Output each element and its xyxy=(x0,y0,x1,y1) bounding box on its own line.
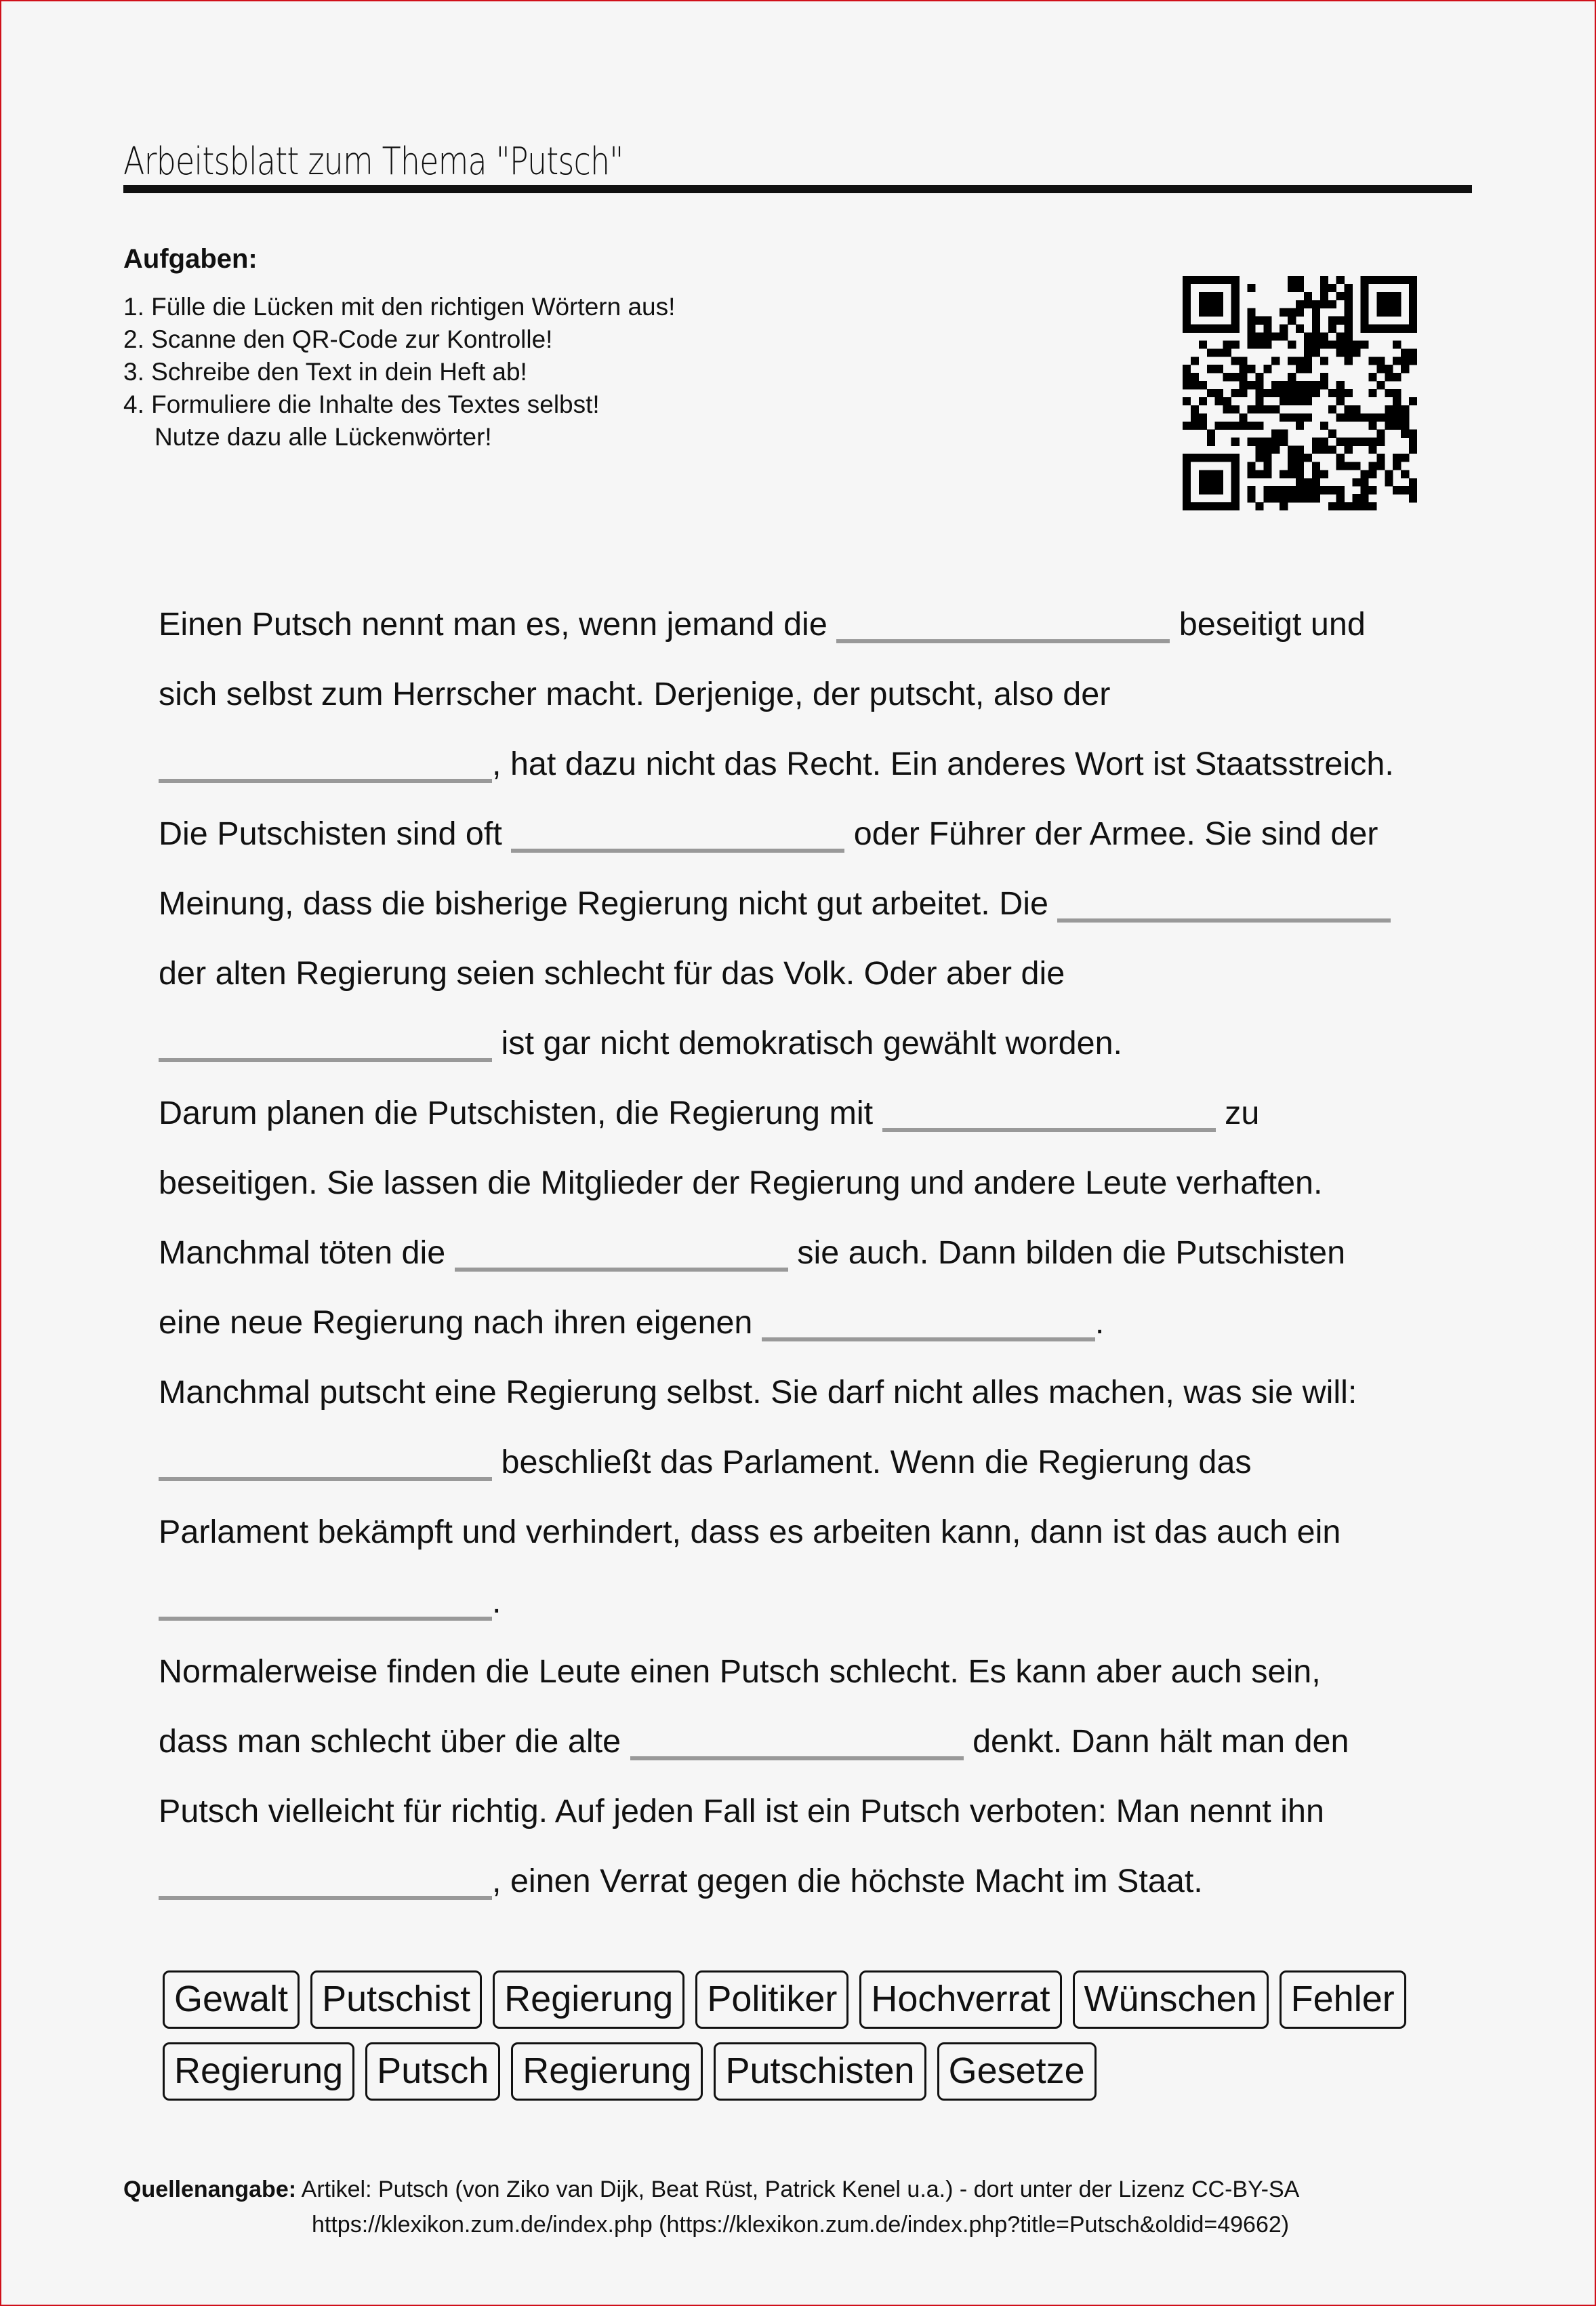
answer-blank[interactable] xyxy=(455,1234,788,1272)
answer-blank[interactable] xyxy=(159,745,492,783)
tasks-heading: Aufgaben: xyxy=(123,244,258,274)
text-line: Manchmal putscht eine Regierung selbst. Sie darf nicht alles machen, was sie will: xyxy=(159,1374,1357,1411)
task-item: 4. Formuliere die Inhalte des Textes selbst! xyxy=(123,390,600,418)
word-card[interactable]: Regierung xyxy=(511,2042,703,2101)
source-label: Quellenangabe: xyxy=(123,2177,297,2202)
text-line: ist gar nicht demokratisch gewählt worden. xyxy=(159,1009,1446,1078)
word-card[interactable]: Fehler xyxy=(1280,1970,1406,2029)
word-card[interactable]: Putschist xyxy=(310,1970,482,2029)
text-line: , einen Verrat gegen die höchste Macht im Staat. xyxy=(159,1846,1446,1916)
text-line: der alten Regierung seien schlecht für das Volk. Oder aber die xyxy=(159,955,1065,992)
text-line: Normalerweise finden die Leute einen Putsch schlecht. Es kann aber auch sein, xyxy=(159,1653,1321,1690)
task-item: 3. Schreibe den Text in dein Heft ab! xyxy=(123,358,527,386)
source-citation xyxy=(123,2172,1299,2242)
text-line: . xyxy=(159,1567,1446,1637)
word-bank-row xyxy=(163,1970,1450,2029)
word-card[interactable]: Regierung xyxy=(163,2042,354,2101)
answer-blank[interactable] xyxy=(1057,885,1391,923)
text-line: Die Putschisten sind oft oder Führer der Armee. Sie sind der xyxy=(159,815,1378,852)
word-card[interactable]: Gewalt xyxy=(163,1970,300,2029)
answer-blank[interactable] xyxy=(882,1094,1216,1132)
word-card[interactable]: Politiker xyxy=(695,1970,848,2029)
answer-blank[interactable] xyxy=(836,605,1170,643)
answer-blank[interactable] xyxy=(159,1583,492,1621)
text-line: Parlament bekämpft und verhindert, dass es arbeiten kann, dann ist das auch ein xyxy=(159,1514,1341,1550)
word-card[interactable]: Wünschen xyxy=(1073,1970,1269,2029)
task-item: 2. Scanne den QR-Code zur Kontrolle! xyxy=(123,325,553,353)
text-line: dass man schlecht über die alte denkt. Dann hält man den xyxy=(159,1723,1349,1760)
word-card[interactable]: Regierung xyxy=(493,1970,684,2029)
text-line: Einen Putsch nennt man es, wenn jemand die beseitigt und xyxy=(159,606,1366,643)
word-card[interactable]: Hochverrat xyxy=(859,1970,1061,2029)
page-title: Arbeitsblatt zum Thema "Putsch" xyxy=(123,140,1472,193)
source-url[interactable]: https://klexikon.zum.de/index.php (https://klexikon.zum.de/index.php?title=Putsch&oldid=49662) xyxy=(312,2212,1290,2238)
answer-blank[interactable] xyxy=(159,1862,492,1900)
text-line: eine neue Regierung nach ihren eigenen . xyxy=(159,1304,1105,1341)
cloze-text xyxy=(159,590,1446,1916)
word-bank xyxy=(163,1970,1450,2114)
answer-blank[interactable] xyxy=(159,1024,492,1062)
text-line: Meinung, dass die bisherige Regierung nicht gut arbeitet. Die xyxy=(159,869,1446,939)
text-line: sich selbst zum Herrscher macht. Derjenige, der putscht, also der xyxy=(159,676,1111,712)
text-line: beseitigen. Sie lassen die Mitglieder der Regierung und andere Leute verhaften. xyxy=(159,1165,1323,1201)
word-card[interactable]: Putsch xyxy=(365,2042,500,2101)
word-bank-row xyxy=(163,2042,1450,2101)
text-line: Manchmal töten die sie auch. Dann bilden die Putschisten xyxy=(159,1234,1346,1271)
answer-blank[interactable] xyxy=(630,1722,964,1760)
qr-code-icon[interactable] xyxy=(1183,272,1417,514)
source-line: Quellenangabe: Artikel: Putsch (von Ziko van Dijk, Beat Rüst, Patrick Kenel u.a.) - dort unter der Lizenz CC-BY-SA xyxy=(123,2177,1300,2202)
text-line: beschließt das Parlament. Wenn die Regierung das xyxy=(159,1428,1446,1497)
word-card[interactable]: Putschisten xyxy=(714,2042,926,2101)
text-line: Putsch vielleicht für richtig. Auf jeden Fall ist ein Putsch verboten: Man nennt ihn xyxy=(159,1793,1324,1829)
task-item: 1. Fülle die Lücken mit den richtigen Wörtern aus! xyxy=(123,293,676,321)
text-line: Darum planen die Putschisten, die Regierung mit zu xyxy=(159,1095,1260,1131)
answer-blank[interactable] xyxy=(159,1443,492,1481)
word-card[interactable]: Gesetze xyxy=(937,2042,1097,2101)
answer-blank[interactable] xyxy=(762,1303,1095,1341)
task-list xyxy=(123,244,675,453)
answer-blank[interactable] xyxy=(511,815,844,853)
text-line: , hat dazu nicht das Recht. Ein anderes Wort ist Staatsstreich. xyxy=(159,729,1446,799)
task-item-continuation: Nutze dazu alle Lückenwörter! xyxy=(155,423,492,451)
